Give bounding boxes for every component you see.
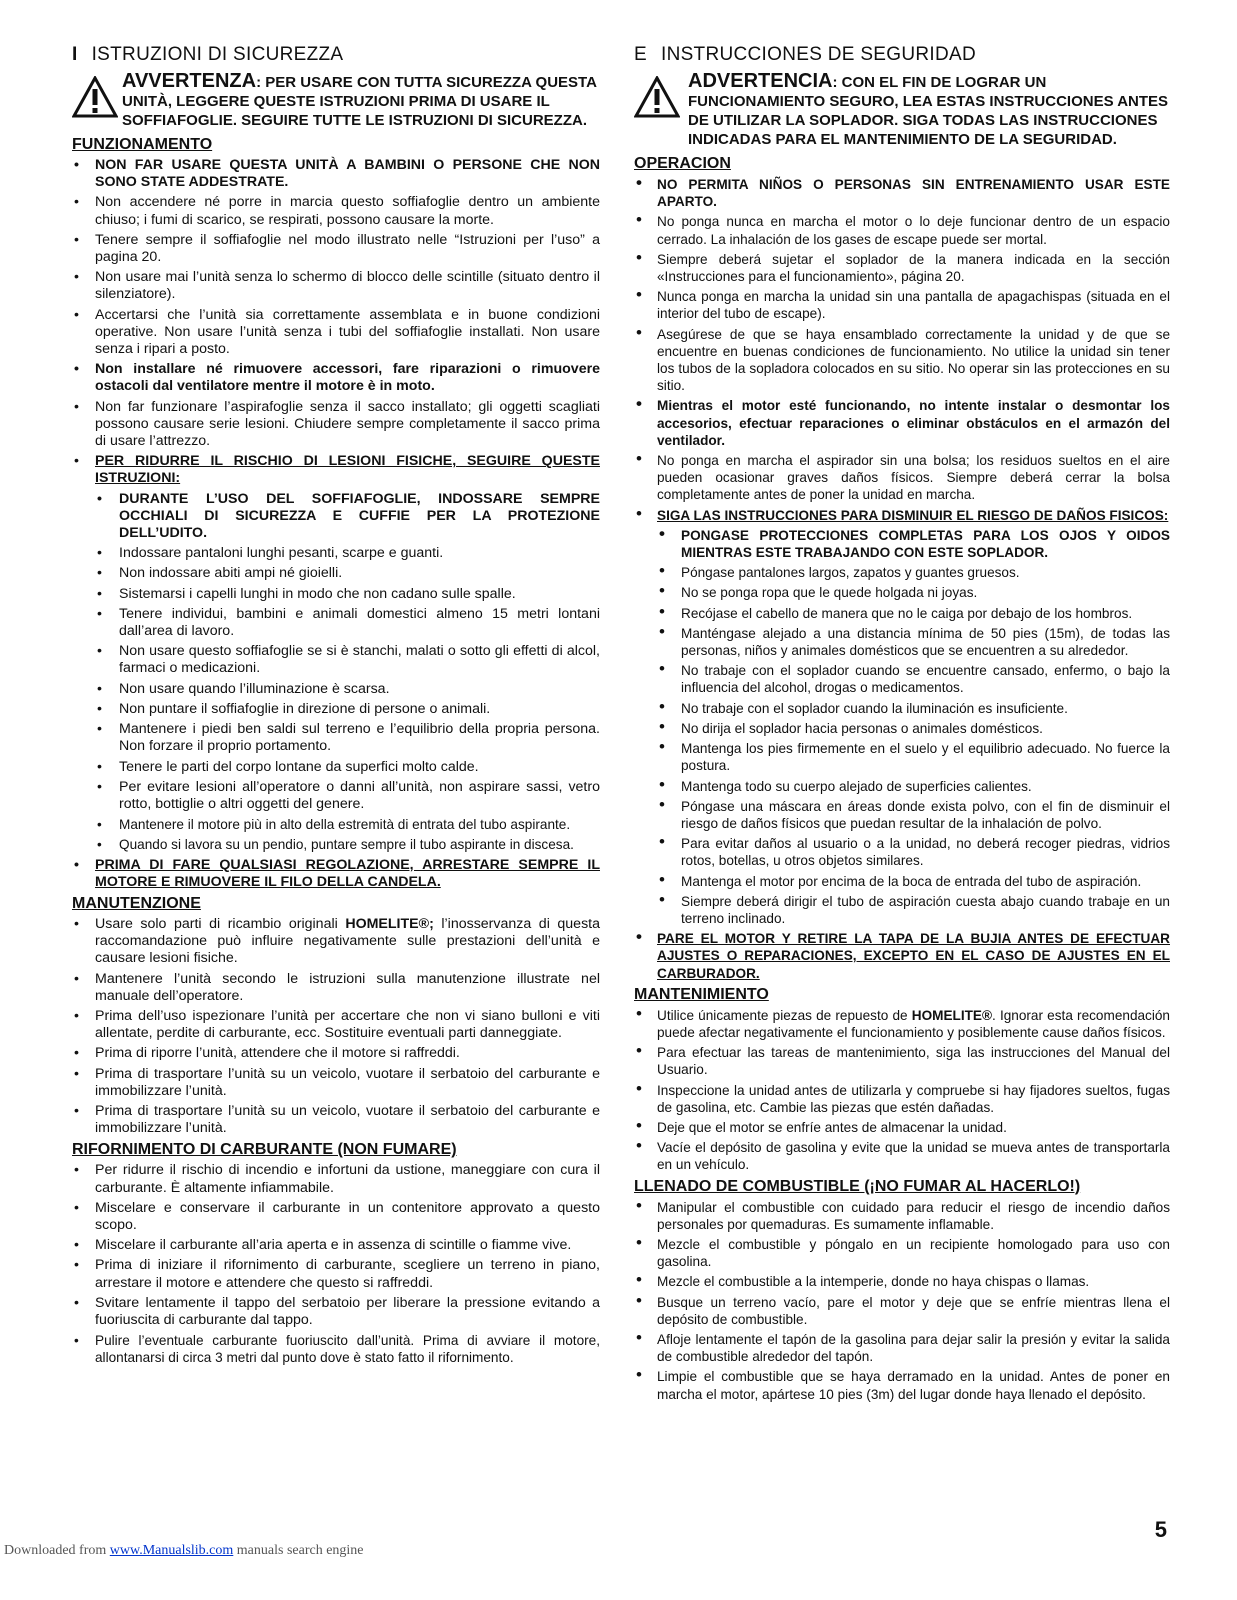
list-item: • No ponga nunca en marcha el motor o lo deje funcionar dentro de un espacio cerrado. La inhalación de los gases de escape puede ser mortal. xyxy=(634,213,1170,247)
nested-list-item: • No trabaje con el soplador cuando la iluminación es insuficiente. xyxy=(657,700,1170,717)
list-item: • Afloje lentamente el tapón de la gasolina para dejar salir la presión y evitar la salida de combustible alrededor del tapón. xyxy=(634,1331,1170,1365)
list-item xyxy=(634,1007,1170,1041)
nested-list-item: • Non indossare abiti ampi né gioielli. xyxy=(95,565,600,582)
list-item: • Mezcle el combustible a la intemperie, donde no haya chispas o llamas. xyxy=(634,1273,1170,1290)
footer-prefix: Downloaded from xyxy=(4,1543,110,1558)
list-item xyxy=(72,916,600,968)
nested-list xyxy=(95,491,600,854)
nested-list-item: • Recójase el cabello de manera que no le caiga por debajo de los hombros. xyxy=(657,605,1170,622)
maintenance-list xyxy=(634,1007,1170,1174)
list-item: • PRIMA DI FARE QUALSIASI REGOLAZIONE, ARRESTARE SEMPRE IL MOTORE E RIMUOVERE IL FILO DELLA CANDELA. xyxy=(72,857,600,891)
list-item: • Non installare né rimuovere accessori, fare riparazioni o rimuovere ostacoli dal ventilatore mentre il motore è in moto. xyxy=(72,361,600,395)
nested-list-item: • DURANTE L’USO DEL SOFFIAFOGLIE, INDOSSARE SEMPRE OCCHIALI DI SICUREZZA E CUFFIE PER LA PROTEZIONE DELL’UDITO. xyxy=(95,491,600,543)
nested-list-item: • Mantenga los pies firmemente en el suelo y el equilibrio adecuado. No fuerce la postura. xyxy=(657,740,1170,774)
language-code: E xyxy=(634,44,647,65)
nested-list-item: • Per evitare lesioni all’operatore o danni all’unità, non aspirare sassi, vetro rotto, bottiglie o altri oggetti del genere. xyxy=(95,779,600,813)
list-item: • Mientras el motor esté funcionando, no intente instalar o desmontar los accesorios, efectuar reparaciones o eliminar obstáculos en el armazón del ventilador. xyxy=(634,397,1170,449)
subsection-title: FUNZIONAMENTO xyxy=(72,136,213,153)
manualslib-link[interactable]: www.Manualslib.com xyxy=(109,1543,234,1558)
list-item-text: Utilice únicamente piezas de repuesto de xyxy=(657,1007,912,1023)
nested-list-item: • Póngase pantalones largos, zapatos y guantes gruesos. xyxy=(657,564,1170,581)
list-item: • Prima di trasportare l’unità su un veicolo, vuotare il serbatoio del carburante e immobilizzare l’unità. xyxy=(72,1103,600,1137)
operation-list xyxy=(634,176,1170,982)
list-item xyxy=(634,507,1170,927)
list-item-text: . Ignorar esta recomendación puede afectar negativamente el funcionamiento y posiblemente cause daños físicos. xyxy=(657,1007,1170,1040)
list-item: • Non far funzionare l’aspirafoglie senza il sacco installato; gli oggetti scagliati possono causare serie lesioni. Chiudere sempre completamente il sacco prima di usare l’attrezzo. xyxy=(72,399,600,451)
list-item: • Inspeccione la unidad antes de utilizarla y compruebe si hay fijadores sueltos, fugas de gasolina, etc. Cambie las piezas que estén dañadas. xyxy=(634,1082,1170,1116)
nested-list-item: • Póngase una máscara en áreas donde exista polvo, con el fin de disminuir el riesgo de daños físicos que puedan resultar de la inhalación de polvo. xyxy=(657,798,1170,832)
list-item: • Deje que el motor se enfríe antes de almacenar la unidad. xyxy=(634,1119,1170,1136)
list-item: • Prima dell’uso ispezionare l’unità per accertare che non vi siano bulloni e viti allentate, perdite di carburante, ecc. Sostituire eventuali parti danneggiate. xyxy=(72,1008,600,1042)
warning-title: ADVERTENCIA xyxy=(688,70,833,92)
list-item: • Vacíe el depósito de gasolina y evite que la unidad se mueva antes de transportarla en un vehículo. xyxy=(634,1139,1170,1173)
nested-list-item: • Siempre deberá dirigir el tubo de aspiración cuesta abajo cuando trabaje en un terreno inclinado. xyxy=(657,893,1170,927)
nested-list-item: • Mantenga todo su cuerpo alejado de superficies calientes. xyxy=(657,778,1170,795)
page-number: 5 xyxy=(1154,1517,1167,1542)
list-item: • No ponga en marcha el aspirador sin una bolsa; los residuos sueltos en el aire pueden ocasionar graves daños físicos. Siempre deberá cerrar la bolsa completamente antes de poner la unidad en marcha. xyxy=(634,452,1170,504)
list-item: • Asegúrese de que se haya ensamblado correctamente la unidad y de que se encuentre en buenas condiciones de funcionamiento. No utilice la unidad sin tener los tubos de la sopladora colocados en su sitio. No operar sin las protecciones en su sitio. xyxy=(634,326,1170,395)
list-item-text: SIGA LAS INSTRUCCIONES PARA DISMINUIR EL RIESGO DE DAÑOS FISICOS: xyxy=(657,507,1169,523)
nested-list-item: • Indossare pantaloni lunghi pesanti, scarpe e guanti. xyxy=(95,545,600,562)
warning-triangle-icon xyxy=(634,76,680,118)
nested-list-item: • Mantenere i piedi ben saldi sul terreno e l’equilibrio della propria persona. Non forzare il proprio portamento. xyxy=(95,721,600,755)
list-item: • Per ridurre il rischio di incendio e infortuni da ustione, maneggiare con cura il carburante. È altamente infiammabile. xyxy=(72,1162,600,1196)
list-item: • Nunca ponga en marcha la unidad sin una pantalla de apagachispas (situada en el interior del tubo de escape). xyxy=(634,288,1170,322)
page-title: INSTRUCCIONES DE SEGURIDAD xyxy=(660,44,976,65)
list-item: • Busque un terreno vacío, pare el motor y deje que se enfríe mientras llena el depósito de combustible. xyxy=(634,1294,1170,1328)
nested-list-item: • Tenere individui, bambini e animali domestici almeno 15 metri lontani dall’area di lavoro. xyxy=(95,606,600,640)
nested-list-item: • Tenere le parti del corpo lontane da superfici molto calde. xyxy=(95,759,600,776)
spanish-column xyxy=(634,44,1170,1406)
list-item: • Mezcle el combustible y póngalo en un recipiente homologado para uso con gasolina. xyxy=(634,1236,1170,1270)
list-item-text: PER RIDURRE IL RISCHIO DI LESIONI FISICHE, SEGUIRE QUESTE ISTRUZIONI: xyxy=(95,453,600,487)
nested-list xyxy=(657,527,1170,927)
list-item: • Non usare mai l’unità senza lo schermo di blocco delle scintille (situato dentro il silenziatore). xyxy=(72,269,600,303)
download-footer xyxy=(4,1543,364,1559)
nested-list-item: • Non usare quando l’illuminazione è scarsa. xyxy=(95,681,600,698)
list-item: • Miscelare e conservare il carburante in un contenitore approvato a questo scopo. xyxy=(72,1200,600,1234)
list-item: • Limpie el combustible que se haya derramado en la unidad. Antes de poner en marcha el motor, apártese 10 pies (3m) del lugar donde haya llenado el depósito. xyxy=(634,1368,1170,1402)
list-item: • Siempre deberá sujetar el soplador de la manera indicada en la sección «Instrucciones para el funcionamiento», página 20. xyxy=(634,251,1170,285)
italian-column xyxy=(72,44,600,1370)
subsection-title: RIFORNIMENTO DI CARBURANTE (NON FUMARE) xyxy=(72,1141,457,1159)
list-item: • Prima di riporre l’unità, attendere che il motore si raffreddi. xyxy=(72,1045,600,1062)
nested-list-item: • Quando si lavora su un pendio, puntare sempre il tubo aspirante in discesa. xyxy=(95,836,600,853)
nested-list-item: • Non puntare il soffiafoglie in direzione di persone o animali. xyxy=(95,701,600,718)
nested-list-item: • Mantenga el motor por encima de la boca de entrada del tubo de aspiración. xyxy=(657,873,1170,890)
list-item: • NON FAR USARE QUESTA UNITÀ A BAMBINI O PERSONE CHE NON SONO STATE ADDESTRATE. xyxy=(72,157,600,191)
list-item: • Manipular el combustible con cuidado para reducir el riesgo de incendio daños personales por quemaduras. Es sumamente inflamable. xyxy=(634,1199,1170,1233)
nested-list-item: • Manténgase alejado a una distancia mínima de 50 pies (15m), de todas las personas, niños y animales domésticos que se encuentren a su alrededor. xyxy=(657,625,1170,659)
subsection-title: MANUTENZIONE xyxy=(72,894,201,912)
nested-list-item: • Sistemarsi i capelli lunghi in modo che non cadano sulle spalle. xyxy=(95,586,600,603)
language-code: I xyxy=(72,44,78,65)
section-heading xyxy=(634,44,1170,66)
nested-list-item: • Non usare questo soffiafoglie se si è stanchi, malati o sotto gli effetti di alcol, farmaci o medicazioni. xyxy=(95,643,600,677)
list-item-text: l’inosservanza di questa raccomandazione può influire negativamente sulle prestazioni dell’unità e causare lesioni fisiche. xyxy=(95,915,600,967)
list-item: • Para efectuar las tareas de mantenimiento, siga las instrucciones del Manual del Usuario. xyxy=(634,1044,1170,1078)
list-item xyxy=(72,453,600,853)
list-item: • Svitare lentamente il tappo del serbatoio per liberare la pressione evitando a fuoriuscita di carburante dal tappo. xyxy=(72,1295,600,1329)
brand-name: HOMELITE®; xyxy=(345,915,434,932)
list-item: • Prima di iniziare il rifornimento di carburante, scegliere un terreno in piano, arrestare il motore e attendere che questo si raffreddi. xyxy=(72,1257,600,1291)
warning-text: : CON EL FIN DE LOGRAR UN FUNCIONAMIENTO SEGURO, LEA ESTAS INSTRUCCIONES ANTES DE UTILIZAR LA SOPLADOR. SIGA TODAS LAS INSTRUCCIONES INDICADAS PARA EL MANTENIMIENTO DE LA SEGURIDAD. xyxy=(688,74,1169,148)
list-item: • Non accendere né porre in marcia questo soffiafoglie dentro un ambiente chiuso; i fumi di scarico, se respirati, possono causare la morte. xyxy=(72,194,600,228)
brand-name: HOMELITE® xyxy=(911,1007,992,1023)
nested-list-item: • Para evitar daños al usuario o a la unidad, no deberá recoger piedras, vidrios rotos, botellas, u otros objetos similares. xyxy=(657,835,1170,869)
subsection-title: MANTENIMIENTO xyxy=(634,985,769,1003)
nested-list-item: • No trabaje con el soplador cuando se encuentre cansado, enfermo, o bajo la influencia del alcohol, drogas o medicamentos. xyxy=(657,662,1170,696)
list-item: • Prima di trasportare l’unità su un veicolo, vuotare il serbatoio del carburante e immobilizzare l’unità. xyxy=(72,1066,600,1100)
list-item: • PARE EL MOTOR Y RETIRE LA TAPA DE LA BUJIA ANTES DE EFECTUAR AJUSTES O REPARACIONES, EXCEPTO EN EL CASO DE AJUSTES EN EL CARBURADOR. xyxy=(634,930,1170,982)
list-item: • Miscelare il carburante all’aria aperta e in assenza di scintille o fiamme vive. xyxy=(72,1237,600,1254)
warning-text: : PER USARE CON TUTTA SICUREZZA QUESTA UNITÀ, LEGGERE QUESTE ISTRUZIONI PRIMA DI USARE IL SOFFIAFOGLIE. SEGUIRE TUTTE LE ISTRUZIONI DI SICUREZZA. xyxy=(122,74,597,129)
nested-list-item: • Mantenere il motore più in alto della estremità di entrata del tubo aspirante. xyxy=(95,816,600,833)
list-item: • Mantenere l’unità secondo le istruzioni sulla manutenzione illustrate nel manuale dell’operatore. xyxy=(72,971,600,1005)
subsection-title: LLENADO DE COMBUSTIBLE (¡NO FUMAR AL HACERLO!) xyxy=(634,1177,1081,1195)
list-item: • NO PERMITA NIÑOS O PERSONAS SIN ENTRENAMIENTO USAR ESTE APARTO. xyxy=(634,176,1170,210)
warning-triangle-icon xyxy=(72,76,118,118)
fueling-list xyxy=(634,1199,1170,1403)
list-item: • Accertarsi che l’unità sia correttamente assemblata e in buone condizioni operative. Non usare l’unità senza i tubi del soffiafoglie installati. Non usare senza i ripari a posto. xyxy=(72,307,600,359)
maintenance-list xyxy=(72,916,600,1137)
list-item: • Tenere sempre il soffiafoglie nel modo illustrato nelle “Istruzioni per l’uso” a pagina 20. xyxy=(72,232,600,266)
nested-list-item: • No dirija el soplador hacia personas o animales domésticos. xyxy=(657,720,1170,737)
subsection-title: OPERACION xyxy=(634,155,731,172)
fueling-list xyxy=(72,1162,600,1366)
nested-list-item: • PONGASE PROTECCIONES COMPLETAS PARA LOS OJOS Y OIDOS MIENTRAS ESTE TRABAJANDO CON ESTE SOPLADOR. xyxy=(657,527,1170,561)
list-item: • Pulire l’eventuale carburante fuoriuscito dall’unità. Prima di avviare il motore, allontanarsi di circa 3 metri dal punto dove è stato fatto il rifornimento. xyxy=(72,1332,600,1366)
section-heading xyxy=(72,44,600,66)
warning-title: AVVERTENZA xyxy=(122,70,257,92)
footer-suffix: manuals search engine xyxy=(233,1543,364,1558)
warning-block xyxy=(72,72,600,130)
nested-list-item: • No se ponga ropa que le quede holgada ni joyas. xyxy=(657,584,1170,601)
page-title: ISTRUZIONI DI SICUREZZA xyxy=(91,44,344,65)
list-item-text: Usare solo parti di ricambio originali xyxy=(95,915,346,932)
operation-list xyxy=(72,157,600,891)
warning-block xyxy=(634,72,1170,149)
